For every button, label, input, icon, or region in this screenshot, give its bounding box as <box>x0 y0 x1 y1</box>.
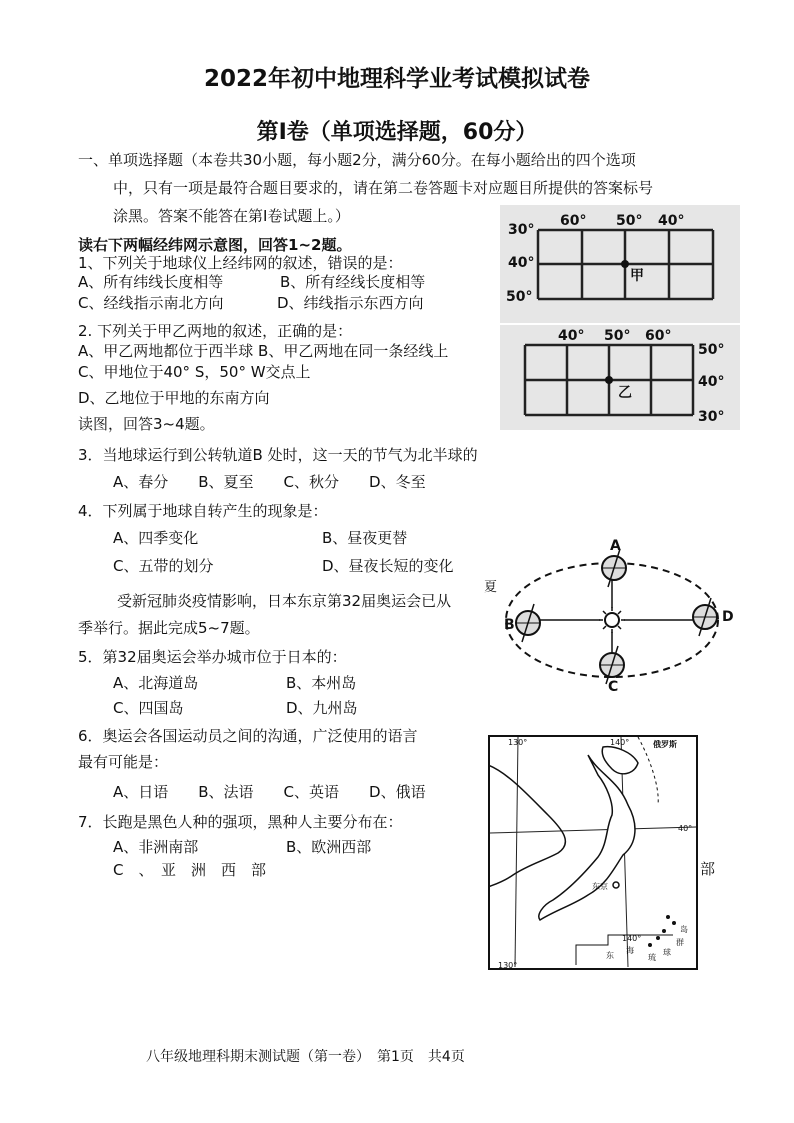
q4-option-d: D、昼夜长短的变化 <box>322 557 454 575</box>
yi-lon-label-1: 40° <box>558 328 585 344</box>
earth-icon-b <box>516 604 540 642</box>
q4-option-a: A、四季变化 <box>113 529 199 547</box>
orbit-label-c: C <box>608 679 619 695</box>
map-label-tokyo: 东京 <box>592 882 608 891</box>
group-2-prompt: 读图，回答3~4题。 <box>78 415 215 433</box>
q2-options-ab: A、甲乙两地都位于西半球 B、甲乙两地在同一条经线上 <box>78 342 449 360</box>
passage-line-2: 季举行。据此完成5~7题。 <box>78 619 260 637</box>
map-lon-label-130-top: 130° <box>508 738 528 747</box>
group-1-prompt: 读右下两幅经纬网示意图，回答1~2题。 <box>78 236 352 254</box>
yi-lat-label-1: 50° <box>698 342 725 358</box>
jia-lat-label-1: 30° <box>508 222 535 238</box>
sun-icon <box>599 607 625 633</box>
q6-options: A、日语 B、法语 C、英语 D、俄语 <box>113 783 426 801</box>
map-label-east: 东 <box>606 951 614 960</box>
orbit-label-b: B <box>504 617 515 633</box>
q1-option-d: D、纬线指示东西方向 <box>277 294 424 312</box>
map-label-dao: 岛 <box>680 925 688 934</box>
q1-stem: 1、下列关于地球仪上经纬网的叙述，错误的是： <box>78 254 403 272</box>
q3-options: A、春分 B、夏至 C、秋分 D、冬至 <box>113 473 426 491</box>
instructions-line-2: 中，只有一项是最符合题目要求的，请在第二卷答题卡对应题目所提供的答案标号 <box>113 179 654 197</box>
graticule-figure-jia <box>500 205 740 323</box>
orbit-label-a: A <box>610 538 621 554</box>
map-lon-label-140-top: 140° <box>610 738 630 747</box>
jia-lon-label-2: 50° <box>616 213 643 229</box>
map-lat-label-40: 40° <box>678 824 693 833</box>
q7-option-a: A、非洲南部 <box>113 838 199 856</box>
map-lon-label-140-bottom: 140° <box>622 934 642 943</box>
q5-option-a: A、北海道岛 <box>113 674 199 692</box>
q6-stem-2: 最有可能是： <box>78 753 169 771</box>
q4-option-c: C、五带的划分 <box>113 557 214 575</box>
q4-stem: 4．下列属于地球自转产生的现象是： <box>78 502 328 520</box>
q7-option-c: C 、 亚 洲 西 部 <box>113 861 266 879</box>
yi-lat-label-2: 40° <box>698 374 725 390</box>
map-label-russia: 俄罗斯 <box>653 740 677 749</box>
point-yi-marker <box>605 376 613 384</box>
q4-option-b: B、昼夜更替 <box>322 529 408 547</box>
q5-option-b: B、本州岛 <box>286 674 357 692</box>
map-label-qun: 群 <box>676 938 684 947</box>
q1-option-a: A、所有纬线长度相等 <box>78 273 224 291</box>
jia-lat-label-3: 50° <box>506 289 533 305</box>
passage-line-1-tail: 夏 <box>484 580 498 595</box>
jia-lon-label-1: 60° <box>560 213 587 229</box>
q2-stem: 2. 下列关于甲乙两地的叙述，正确的是： <box>78 322 353 340</box>
graticule-figure-yi <box>500 325 740 430</box>
orbit-label-d: D <box>722 609 734 625</box>
q1-option-c: C、经线指示南北方向 <box>78 294 224 312</box>
jia-lat-label-2: 40° <box>508 255 535 271</box>
instructions-line-3: 涂黑。答案不能答在第Ⅰ卷试题上。） <box>113 207 350 225</box>
yi-lon-label-2: 50° <box>604 328 631 344</box>
section-title: 第Ⅰ卷（单项选择题，60分） <box>256 120 538 145</box>
jia-lon-label-3: 40° <box>658 213 685 229</box>
instructions-line-1: 一、单项选择题（本卷共30小题，每小题2分，满分60分。在每小题给出的四个选项 <box>78 151 636 169</box>
q1-option-b: B、所有经线长度相等 <box>280 273 426 291</box>
map-label-qiu: 球 <box>663 948 671 957</box>
earth-icon-a <box>602 549 626 587</box>
q7-option-b: B、欧洲西部 <box>286 838 372 856</box>
q7-stem: 7．长跑是黑色人种的强项，黑种人主要分布在： <box>78 813 403 831</box>
q3-stem: 3．当地球运行到公转轨道B 处时，这一天的节气为北半球的 <box>78 446 478 464</box>
page-footer: 八年级地理科期末测试题（第一卷） 第1页 共4页 <box>146 1049 465 1065</box>
q7-option-d-tail: 部 <box>700 860 716 878</box>
q2-option-d: D、乙地位于甲地的东南方向 <box>78 389 270 407</box>
q6-stem-1: 6．奥运会各国运动员之间的沟通，广泛使用的语言 <box>78 727 418 745</box>
japan-map-figure <box>488 735 698 971</box>
map-frame <box>489 736 697 969</box>
yi-lat-label-3: 30° <box>698 409 725 425</box>
exam-title: 2022年初中地理科学业考试模拟试卷 <box>203 66 590 92</box>
q5-stem: 5．第32届奥运会举办城市位于日本的： <box>78 648 347 666</box>
jia-point-label: 甲 <box>630 268 644 284</box>
map-lon-label-130-bottom: 130° <box>498 961 518 970</box>
map-label-sea: 海 <box>626 946 634 955</box>
q5-option-c: C、四国岛 <box>113 699 184 717</box>
yi-lon-label-3: 60° <box>645 328 672 344</box>
q5-option-d: D、九州岛 <box>286 699 358 717</box>
yi-point-label: 乙 <box>618 385 632 401</box>
map-label-liu: 琉 <box>648 953 656 962</box>
q2-option-c: C、甲地位于40° S，50° W交点上 <box>78 363 311 381</box>
tokyo-marker <box>613 882 619 888</box>
orbit-figure <box>500 535 740 695</box>
point-jia-marker <box>621 260 629 268</box>
passage-line-1: 受新冠肺炎疫情影响，日本东京第32届奥运会已从 <box>117 592 452 610</box>
